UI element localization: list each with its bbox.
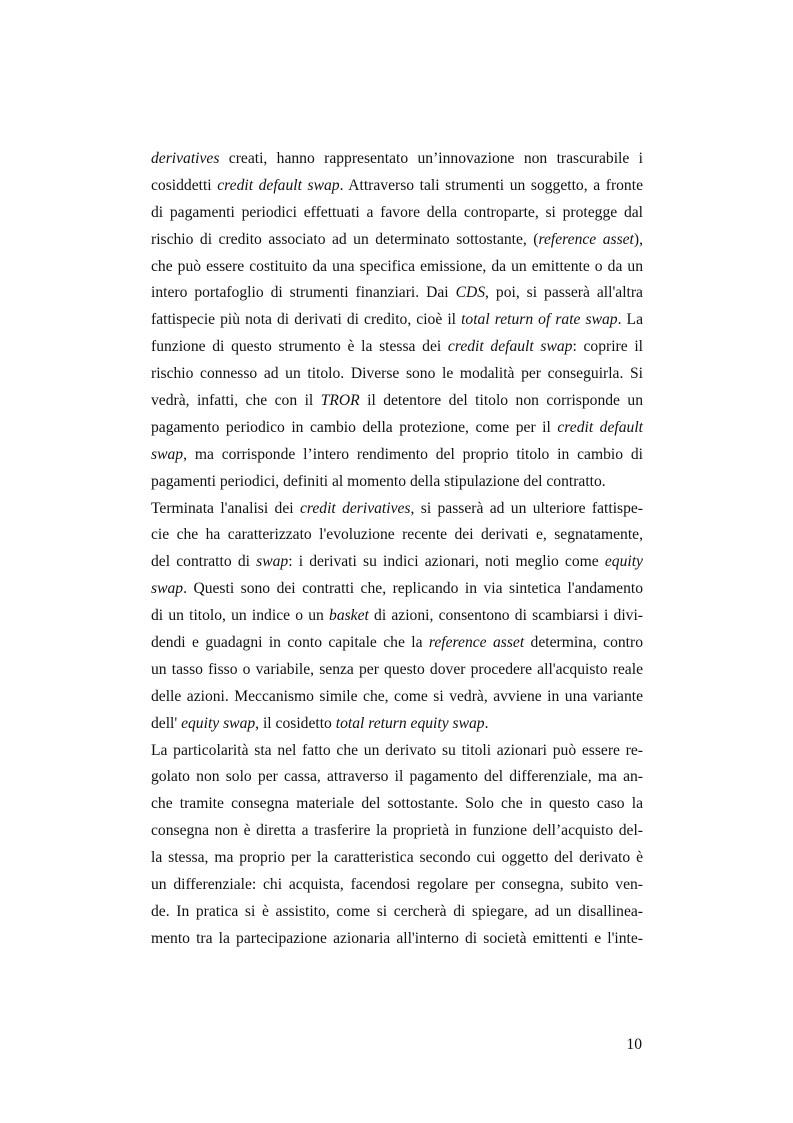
text-run: , poi, si passerà all'altra (485, 284, 643, 302)
italic-run: derivatives (151, 150, 220, 167)
text-run: intero portafoglio di strumenti finanziari. Dai (151, 284, 456, 302)
text-line (151, 630, 643, 657)
text-line (151, 791, 643, 818)
text-run: mento tra la partecipazione azionaria all'interno di società emittenti e l'inte- (151, 929, 643, 947)
text-line (151, 899, 643, 926)
text-line (151, 603, 643, 630)
italic-run: credit default swap (217, 176, 340, 194)
text-run: il detentore del titolo non corrisponde un (359, 392, 643, 410)
text-run: Terminata l'analisi dei (151, 499, 300, 517)
text-run: determina, contro (524, 634, 643, 652)
text-run: cie che ha caratterizzato l'evoluzione recente dei derivati e, segnatamente, (151, 526, 643, 544)
text-run: un differenziale: chi acquista, facendosi regolare per consegna, subito ven- (151, 876, 643, 894)
text-run: che può essere costituito da una specifica emissione, da un emittente o da un (151, 257, 643, 275)
text-run: , ma corrisponde l’intero rendimento del proprio titolo in cambio di (183, 445, 643, 463)
body-text (151, 146, 643, 953)
text-run: vedrà, infatti, che con il (151, 392, 321, 410)
text-line (151, 845, 643, 872)
text-run: consegna non è diretta a trasferire la proprietà in funzione dell’acquisto del- (151, 822, 643, 840)
text-line (151, 657, 643, 684)
italic-run: swap (256, 553, 289, 571)
text-run: rischio connesso ad un titolo. Diverse sono le modalità per conseguirla. Si (151, 365, 643, 383)
text-run: del contratto di (151, 553, 257, 571)
text-run: : coprire il (572, 338, 644, 356)
italic-run: swap (151, 445, 184, 463)
text-line (151, 549, 643, 576)
text-line (151, 496, 643, 523)
text-run: : i derivati su indici azionari, noti meglio come (288, 553, 605, 571)
text-run: pagamenti periodici, definiti al momento della stipulazione del contratto. (151, 472, 606, 490)
text-line (151, 334, 643, 361)
text-run: cosiddetti (151, 176, 218, 194)
text-run: . La (617, 311, 643, 329)
italic-run: credit default (557, 418, 643, 436)
text-line (151, 576, 643, 603)
text-line (151, 173, 643, 200)
text-run: creati, hanno rappresentato un’innovazione non trascurabile i (219, 150, 643, 167)
page-number: 10 (626, 1036, 642, 1053)
italic-run: swap (151, 580, 184, 598)
italic-run: credit default swap (447, 338, 573, 356)
italic-run: basket (329, 607, 369, 625)
text-run: di un titolo, un indice o un (151, 607, 330, 625)
text-run: fattispecie più nota di derivati di credito, cioè il (151, 311, 462, 329)
text-run: dell' (151, 714, 182, 732)
text-run: la stessa, ma proprio per la caratteristica secondo cui oggetto del derivato è (151, 849, 643, 867)
italic-run: CDS (455, 284, 486, 302)
text-line (151, 146, 643, 173)
text-line (151, 522, 643, 549)
text-run: La particolarità sta nel fatto che un derivato su titoli azionari può essere re- (151, 741, 643, 759)
text-line (151, 307, 643, 334)
text-run: un tasso fisso o variabile, senza per questo dover procedere all'acquisto reale (151, 660, 643, 678)
text-run: pagamento periodico in cambio della protezione, come per il (151, 418, 558, 436)
text-run: funzione di questo strumento è la stessa dei (151, 338, 448, 356)
text-run: rischio di credito associato ad un determinato sottostante, ( (151, 230, 539, 248)
text-line (151, 415, 643, 442)
text-run: di pagamenti periodici effettuati a favore della controparte, si protegge dal (151, 203, 643, 221)
italic-run: reference asset (538, 230, 634, 248)
text-line (151, 711, 643, 738)
text-run: che tramite consegna materiale del sottostante. Solo che in questo caso la (151, 795, 643, 813)
text-run: . Attraverso tali strumenti un soggetto, a fronte (339, 176, 643, 194)
text-line (151, 254, 643, 281)
text-run: . Questi sono dei contratti che, replicando in via sintetica l'andamento (183, 580, 643, 598)
italic-run: credit derivatives (299, 499, 411, 517)
text-line (151, 280, 643, 307)
text-line (151, 684, 643, 711)
text-line (151, 388, 643, 415)
text-line (151, 872, 643, 899)
text-line (151, 818, 643, 845)
text-run: . (484, 714, 489, 732)
text-line (151, 469, 643, 496)
text-line (151, 442, 643, 469)
italic-run: TROR (320, 392, 360, 410)
italic-run: equity (604, 553, 643, 571)
italic-run: total return equity swap (335, 714, 485, 732)
text-run: di azioni, consentono di scambiarsi i divi- (368, 607, 643, 625)
text-line (151, 738, 643, 765)
italic-run: equity swap (181, 714, 256, 732)
text-line (151, 361, 643, 388)
text-line (151, 227, 643, 254)
text-run: dendi e guadagni in conto capitale che la (151, 634, 429, 652)
text-line (151, 926, 643, 953)
italic-run: reference asset (428, 634, 525, 652)
text-run: ), (633, 230, 643, 248)
text-run: , il cosidetto (255, 714, 336, 732)
text-run: delle azioni. Meccanismo simile che, come si vedrà, avviene in una variante (151, 687, 643, 705)
text-line (151, 200, 643, 227)
text-run: de. In pratica si è assistito, come si cercherà di spiegare, ad un disallinea- (151, 902, 643, 920)
text-run: , si passerà ad un ulteriore fattispe- (410, 499, 644, 517)
italic-run: total return of rate swap (461, 311, 618, 329)
text-line (151, 764, 643, 791)
text-run: golato non solo per cassa, attraverso il pagamento del differenziale, ma an- (151, 768, 643, 786)
